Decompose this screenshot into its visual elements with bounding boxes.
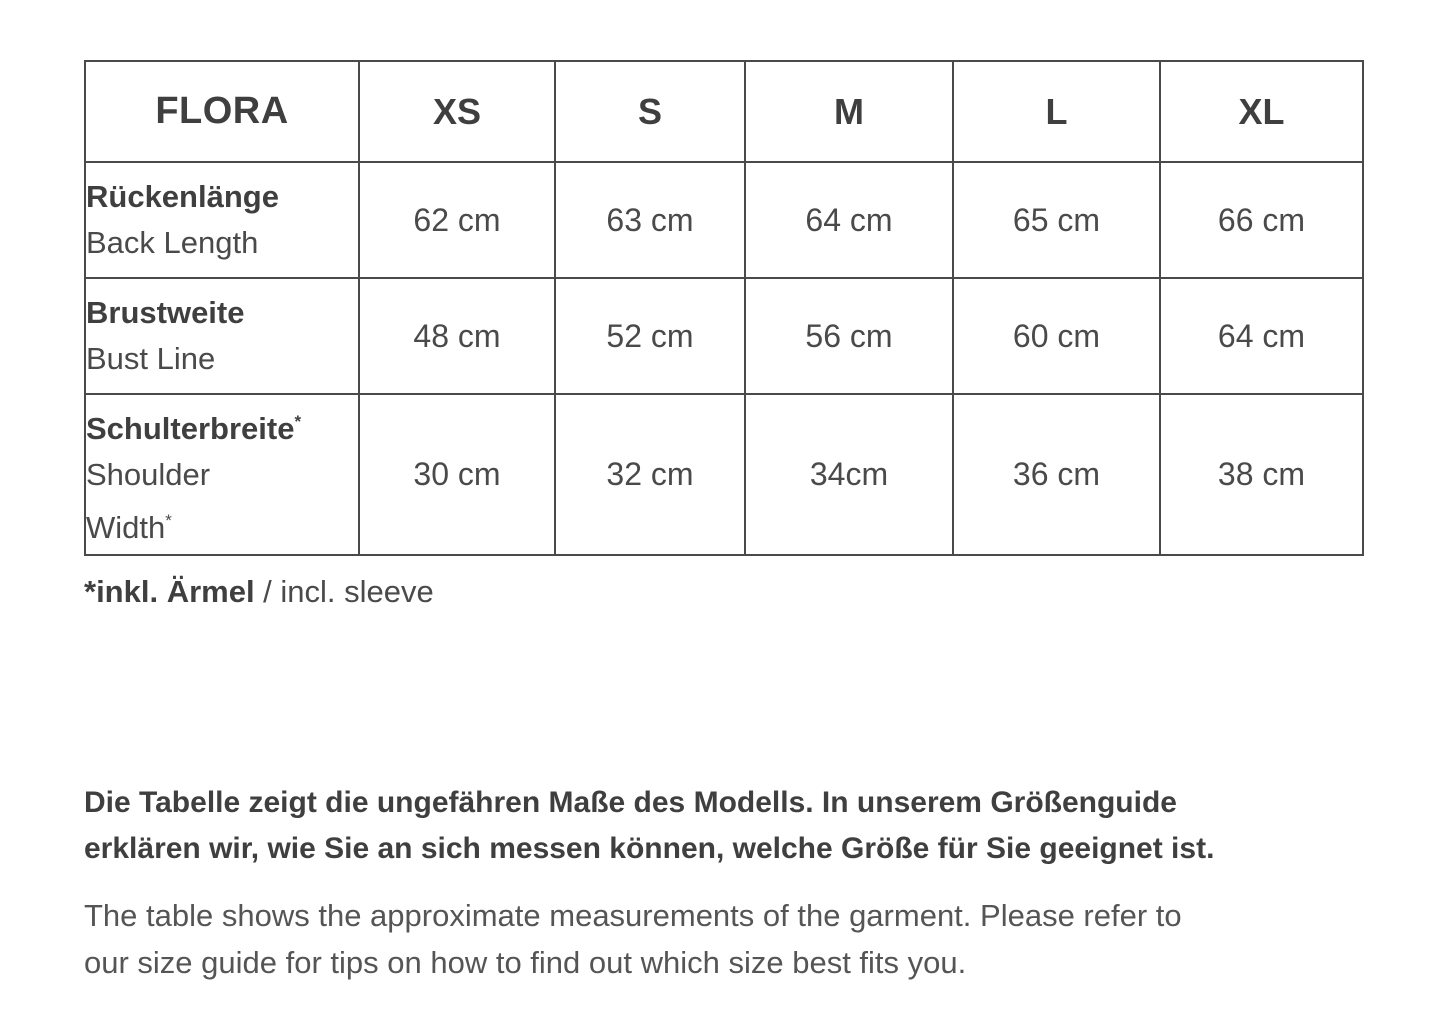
note-german-line: erklären wir, wie Sie an sich messen können, welche Größe für Sie geeignet ist. <box>84 832 1215 865</box>
size-header-l: L <box>953 61 1160 162</box>
size-header-xs: XS <box>359 61 555 162</box>
note-english-line: The table shows the approximate measurements of the garment. Please refer to <box>84 898 1182 933</box>
table-row-shoulder-width <box>85 394 1363 555</box>
table-row-bust-line <box>85 278 1363 394</box>
table-cell: 52 cm <box>555 278 745 394</box>
row-label-de: Brustweite <box>86 295 245 330</box>
table-cell: 30 cm <box>359 394 555 555</box>
size-header-xl: XL <box>1160 61 1363 162</box>
table-cell: 38 cm <box>1160 394 1363 555</box>
table-row-back-length <box>85 162 1363 278</box>
row-label-en-line1: Shoulder <box>86 456 211 492</box>
table-cell: 64 cm <box>1160 278 1363 394</box>
table-cell: 62 cm <box>359 162 555 278</box>
asterisk-mark: * <box>294 411 302 431</box>
row-label-en-text: Width <box>86 509 166 545</box>
table-cell: 65 cm <box>953 162 1160 278</box>
footnote-regular: / incl. sleeve <box>254 574 434 609</box>
row-label-de-text: Schulterbreite <box>86 410 295 446</box>
note-english <box>84 892 1384 986</box>
note-english-line: our size guide for tips on how to find out which size best fits you. <box>84 945 967 980</box>
asterisk-mark: * <box>165 510 172 530</box>
row-label <box>85 394 359 555</box>
row-label-de: Rückenlänge <box>86 179 279 214</box>
row-label <box>85 162 359 278</box>
table-cell: 63 cm <box>555 162 745 278</box>
table-cell: 32 cm <box>555 394 745 555</box>
row-label-en: Back Length <box>86 225 259 260</box>
table-cell: 60 cm <box>953 278 1160 394</box>
table-cell: 36 cm <box>953 394 1160 555</box>
row-label <box>85 278 359 394</box>
table-cell: 48 cm <box>359 278 555 394</box>
table-cell: 66 cm <box>1160 162 1363 278</box>
row-label-en-line2 <box>86 498 358 551</box>
note-german-line: Die Tabelle zeigt die ungefähren Maße des Modells. In unserem Größenguide <box>84 786 1177 819</box>
footnote <box>84 574 434 610</box>
size-header-s: S <box>555 61 745 162</box>
table-cell: 56 cm <box>745 278 953 394</box>
table-cell: 64 cm <box>745 162 953 278</box>
row-label-de <box>86 399 358 452</box>
footnote-bold: *inkl. Ärmel <box>84 574 255 609</box>
brand-name: FLORA <box>85 61 359 162</box>
size-header-m: M <box>745 61 953 162</box>
note-german <box>84 780 1404 872</box>
header-row <box>85 61 1363 162</box>
size-table <box>84 60 1364 556</box>
row-label-en: Bust Line <box>86 341 216 376</box>
table-cell: 34cm <box>745 394 953 555</box>
